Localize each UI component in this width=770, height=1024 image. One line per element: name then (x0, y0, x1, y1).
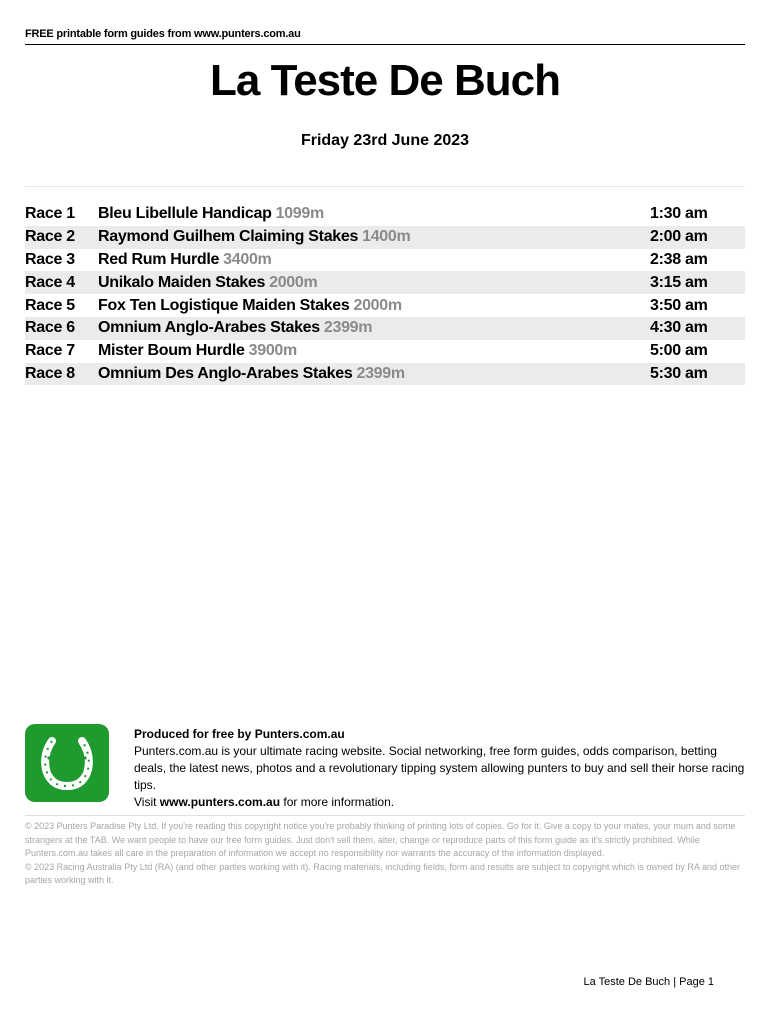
race-time: 2:00 am (650, 228, 708, 246)
race-name: Raymond Guilhem Claiming Stakes (98, 228, 359, 246)
horseshoe-icon (37, 733, 97, 793)
race-row (25, 203, 745, 226)
top-note: FREE printable form guides from www.punters.com.au (25, 28, 301, 40)
produced-by-section (134, 726, 746, 811)
punters-logo (25, 724, 109, 802)
top-divider (25, 44, 745, 45)
copyright-racing-australia: © 2023 Racing Australia Pty Ltd (RA) (and other parties working with it). Racing materials, including fields, form and results are subject to copyright which is owned by RA and other parties working with it. (25, 861, 740, 886)
race-row (25, 340, 745, 363)
race-time: 2:38 am (650, 250, 708, 268)
race-number: Race 1 (25, 205, 75, 223)
legal-divider (25, 815, 745, 816)
race-name: Fox Ten Logistique Maiden Stakes (98, 296, 350, 314)
race-row (25, 294, 745, 317)
race-distance: 2399m (323, 319, 373, 337)
race-name: Mister Boum Hurdle (98, 342, 245, 360)
race-number: Race 7 (25, 342, 75, 360)
race-time: 5:30 am (650, 364, 708, 382)
section-divider (25, 186, 745, 187)
race-row (25, 363, 745, 386)
visit-line: Visit www.punters.com.au for more information. (134, 795, 395, 809)
page-title: La Teste De Buch (210, 56, 560, 105)
race-date: Friday 23rd June 2023 (300, 132, 470, 149)
race-distance: 3900m (248, 342, 297, 360)
race-distance: 2000m (269, 273, 318, 291)
race-time: 5:00 am (650, 342, 708, 360)
produced-body: Punters.com.au is your ultimate racing website. Social networking, free form guides, odds comparison, betting deals, the latest news, photos and a revolutionary tipping system allowing punters to buy and sell their horse racing tips. (134, 744, 745, 792)
race-number: Race 6 (25, 319, 75, 337)
race-name: Omnium Des Anglo-Arabes Stakes (98, 364, 353, 382)
race-distance: 2399m (356, 364, 405, 382)
race-time: 3:50 am (650, 296, 708, 314)
race-distance: 1400m (362, 228, 411, 246)
race-row (25, 271, 745, 294)
race-name: Red Rum Hurdle (98, 250, 220, 268)
produced-heading: Produced for free by Punters.com.au (134, 727, 345, 741)
race-name: Unikalo Maiden Stakes (98, 273, 266, 291)
copyright-punters: © 2023 Punters Paradise Pty Ltd. If you're reading this copyright notice you're probably thinking of printing lots of copies. Go for it. Give a copy to your mates, your mum and some strangers at the TAB. We want people to have our free form guides. Just don't sell them, alter, change or reproduce parts of this form guide as it's strictly prohibited. While Punters.com.au takes all care in the preparation of information we accept no responsibility nor warrants the accuracy of the information displayed. (25, 821, 736, 859)
race-row (25, 249, 745, 272)
race-time: 3:15 am (650, 273, 708, 291)
race-number: Race 8 (25, 364, 75, 382)
punters-link[interactable]: www.punters.com.au (159, 795, 281, 809)
race-row (25, 226, 745, 249)
race-number: Race 5 (25, 296, 75, 314)
race-name: Omnium Anglo-Arabes Stakes (98, 319, 320, 337)
page-footer: La Teste De Buch | Page 1 (583, 976, 714, 988)
race-name: Bleu Libellule Handicap (98, 205, 272, 223)
race-row (25, 317, 745, 340)
race-time: 4:30 am (650, 319, 708, 337)
race-distance: 1099m (275, 205, 324, 223)
race-number: Race 4 (25, 273, 75, 291)
race-distance: 3400m (223, 250, 272, 268)
race-number: Race 3 (25, 250, 75, 268)
race-list (25, 203, 745, 385)
race-time: 1:30 am (650, 205, 708, 223)
race-number: Race 2 (25, 228, 75, 246)
race-distance: 2000m (353, 296, 402, 314)
legal-notice (25, 820, 747, 888)
